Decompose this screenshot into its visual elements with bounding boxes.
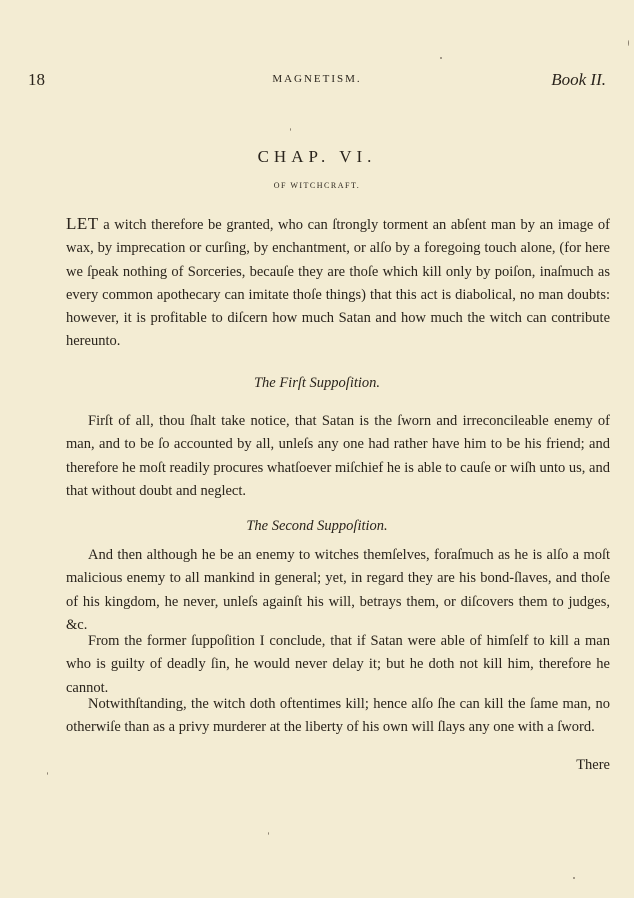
paper-speck — [290, 128, 291, 131]
paper-speck — [47, 772, 48, 775]
paper-speck — [628, 40, 629, 46]
first-supposition-paragraph: Firſt of all, thou ſhalt take notice, that Satan is the ſworn and irreconcileable enemy of man, and to be ſo accounted by all, unleſs any one had rather have him to be his friend; and therefore he moſt readily procures whatſoever miſchief he is able to cauſe or wiſh unto us, and that without doubt and neglect. — [66, 413, 610, 499]
first-supposition-heading: The Firſt Suppoſition. — [253, 375, 381, 391]
book-reference: Book II. — [551, 70, 606, 89]
paper-speck — [440, 57, 442, 59]
conclusion-paragraph: From the former ſuppoſition I conclude, that if Satan were able of himſelf to kill a man who is guilty of deadly ſin, he would never delay it; but he doth not kill him, therefore he cannot. — [66, 633, 610, 696]
running-title: MAGNETISM. — [272, 73, 362, 85]
second-supposition-paragraph: And then although he be an enemy to witches themſelves, foraſmuch as he is alſo a moſt malicious enemy to all mankind in general; yet, in regard they are his bond-ſlaves, and thoſe of his kingdom, he never, unleſs againſt his will, betrays them, or diſcovers them to judges, &c. — [66, 547, 610, 633]
intro-text: a witch therefore be granted, who can ſtrongly torment an abſent man by an image of wax, by imprecation or curſing, by enchantment, or alſo by a foregoing touch alone, (for here we ſpeak nothing of Sorceries, becauſe they are thoſe which kill only by poiſon, inaſmuch as every common apothecary can imitate thoſe things) that this act is diabolical, no man doubts: however, it is profitable to diſcern how much Satan and how much the witch can contribute hereunto. — [66, 217, 610, 350]
catchword: There — [576, 757, 610, 773]
paper-speck — [573, 877, 575, 879]
second-supposition-heading: The Second Suppoſition. — [246, 518, 388, 534]
paper-speck — [268, 832, 269, 835]
lead-word: LET — [66, 214, 99, 233]
chapter-subtitle: OF WITCHCRAFT. — [273, 181, 361, 190]
witch-paragraph: Notwithſtanding, the witch doth oftentimes kill; hence alſo ſhe can kill the ſame man, no otherwiſe than as a privy murderer at the liberty of his own will ſlays any one with a ſword. — [66, 696, 610, 736]
chapter-title: CHAP. VI. — [257, 147, 377, 166]
running-head — [28, 70, 606, 92]
intro-paragraph — [66, 212, 610, 354]
page-number: 18 — [28, 70, 45, 89]
